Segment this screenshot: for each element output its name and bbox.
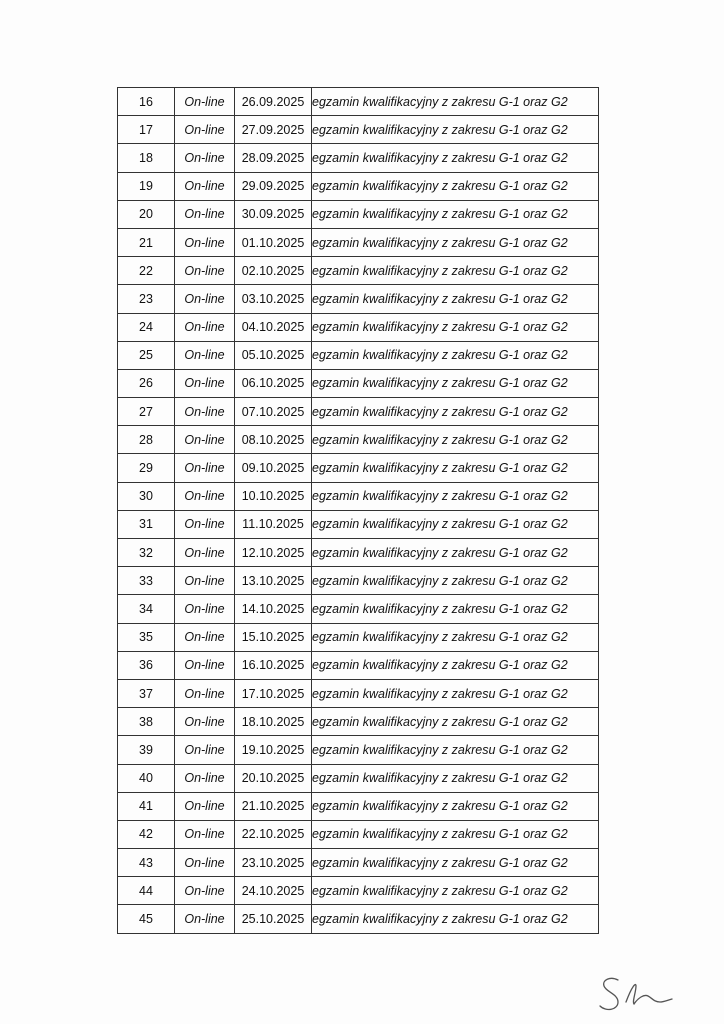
exam-description-cell: egzamin kwalifikacyjny z zakresu G-1 oraz G2: [312, 510, 599, 538]
table-row: [118, 482, 599, 510]
exam-description-cell: egzamin kwalifikacyjny z zakresu G-1 oraz G2: [312, 482, 599, 510]
table-row: [118, 623, 599, 651]
exam-mode-cell: On-line: [175, 285, 235, 313]
row-number-cell: 28: [118, 426, 175, 454]
exam-description-cell: egzamin kwalifikacyjny z zakresu G-1 oraz G2: [312, 820, 599, 848]
exam-mode-cell: On-line: [175, 792, 235, 820]
table-row: [118, 510, 599, 538]
exam-description-cell: egzamin kwalifikacyjny z zakresu G-1 oraz G2: [312, 454, 599, 482]
exam-description-cell: egzamin kwalifikacyjny z zakresu G-1 oraz G2: [312, 708, 599, 736]
exam-mode-cell: On-line: [175, 708, 235, 736]
exam-mode-cell: On-line: [175, 88, 235, 116]
row-number-cell: 35: [118, 623, 175, 651]
table-row: [118, 736, 599, 764]
row-number-cell: 17: [118, 116, 175, 144]
row-number-cell: 18: [118, 144, 175, 172]
row-number-cell: 27: [118, 398, 175, 426]
exam-description-cell: egzamin kwalifikacyjny z zakresu G-1 oraz G2: [312, 849, 599, 877]
exam-description-cell: egzamin kwalifikacyjny z zakresu G-1 oraz G2: [312, 88, 599, 116]
row-number-cell: 39: [118, 736, 175, 764]
row-number-cell: 45: [118, 905, 175, 933]
exam-date-cell: 01.10.2025: [235, 228, 312, 256]
exam-description-cell: egzamin kwalifikacyjny z zakresu G-1 oraz G2: [312, 679, 599, 707]
exam-date-cell: 07.10.2025: [235, 398, 312, 426]
exam-date-cell: 28.09.2025: [235, 144, 312, 172]
row-number-cell: 20: [118, 200, 175, 228]
row-number-cell: 29: [118, 454, 175, 482]
exam-description-cell: egzamin kwalifikacyjny z zakresu G-1 oraz G2: [312, 144, 599, 172]
exam-date-cell: 22.10.2025: [235, 820, 312, 848]
exam-date-cell: 19.10.2025: [235, 736, 312, 764]
exam-description-cell: egzamin kwalifikacyjny z zakresu G-1 oraz G2: [312, 651, 599, 679]
exam-description-cell: egzamin kwalifikacyjny z zakresu G-1 oraz G2: [312, 623, 599, 651]
exam-description-cell: egzamin kwalifikacyjny z zakresu G-1 oraz G2: [312, 905, 599, 933]
row-number-cell: 21: [118, 228, 175, 256]
exam-description-cell: egzamin kwalifikacyjny z zakresu G-1 oraz G2: [312, 228, 599, 256]
exam-description-cell: egzamin kwalifikacyjny z zakresu G-1 oraz G2: [312, 426, 599, 454]
table-row: [118, 708, 599, 736]
exam-date-cell: 05.10.2025: [235, 341, 312, 369]
exam-date-cell: 02.10.2025: [235, 257, 312, 285]
exam-description-cell: egzamin kwalifikacyjny z zakresu G-1 oraz G2: [312, 764, 599, 792]
exam-description-cell: egzamin kwalifikacyjny z zakresu G-1 oraz G2: [312, 567, 599, 595]
row-number-cell: 24: [118, 313, 175, 341]
table-row: [118, 905, 599, 933]
exam-mode-cell: On-line: [175, 595, 235, 623]
exam-date-cell: 03.10.2025: [235, 285, 312, 313]
exam-mode-cell: On-line: [175, 736, 235, 764]
exam-date-cell: 12.10.2025: [235, 539, 312, 567]
table-row: [118, 567, 599, 595]
row-number-cell: 26: [118, 369, 175, 397]
row-number-cell: 37: [118, 679, 175, 707]
exam-date-cell: 21.10.2025: [235, 792, 312, 820]
exam-date-cell: 08.10.2025: [235, 426, 312, 454]
exam-date-cell: 06.10.2025: [235, 369, 312, 397]
exam-description-cell: egzamin kwalifikacyjny z zakresu G-1 oraz G2: [312, 792, 599, 820]
table-row: [118, 764, 599, 792]
exam-mode-cell: On-line: [175, 313, 235, 341]
exam-date-cell: 18.10.2025: [235, 708, 312, 736]
table-row: [118, 651, 599, 679]
table-row: [118, 116, 599, 144]
table-row: [118, 398, 599, 426]
row-number-cell: 16: [118, 88, 175, 116]
exam-date-cell: 29.09.2025: [235, 172, 312, 200]
exam-mode-cell: On-line: [175, 510, 235, 538]
exam-date-cell: 24.10.2025: [235, 877, 312, 905]
table-row: [118, 877, 599, 905]
exam-schedule-table: [117, 87, 599, 934]
row-number-cell: 42: [118, 820, 175, 848]
exam-description-cell: egzamin kwalifikacyjny z zakresu G-1 oraz G2: [312, 539, 599, 567]
table-row: [118, 228, 599, 256]
table-row: [118, 88, 599, 116]
exam-description-cell: egzamin kwalifikacyjny z zakresu G-1 oraz G2: [312, 200, 599, 228]
exam-mode-cell: On-line: [175, 567, 235, 595]
exam-mode-cell: On-line: [175, 849, 235, 877]
table-row: [118, 200, 599, 228]
exam-date-cell: 17.10.2025: [235, 679, 312, 707]
exam-mode-cell: On-line: [175, 877, 235, 905]
exam-description-cell: egzamin kwalifikacyjny z zakresu G-1 oraz G2: [312, 313, 599, 341]
exam-mode-cell: On-line: [175, 679, 235, 707]
exam-mode-cell: On-line: [175, 172, 235, 200]
exam-date-cell: 04.10.2025: [235, 313, 312, 341]
exam-schedule-body: [118, 88, 599, 934]
exam-mode-cell: On-line: [175, 482, 235, 510]
row-number-cell: 22: [118, 257, 175, 285]
row-number-cell: 44: [118, 877, 175, 905]
exam-mode-cell: On-line: [175, 539, 235, 567]
exam-mode-cell: On-line: [175, 228, 235, 256]
exam-description-cell: egzamin kwalifikacyjny z zakresu G-1 oraz G2: [312, 172, 599, 200]
table-row: [118, 792, 599, 820]
exam-mode-cell: On-line: [175, 623, 235, 651]
exam-description-cell: egzamin kwalifikacyjny z zakresu G-1 oraz G2: [312, 369, 599, 397]
row-number-cell: 38: [118, 708, 175, 736]
exam-description-cell: egzamin kwalifikacyjny z zakresu G-1 oraz G2: [312, 398, 599, 426]
table-row: [118, 341, 599, 369]
exam-date-cell: 14.10.2025: [235, 595, 312, 623]
table-row: [118, 595, 599, 623]
exam-mode-cell: On-line: [175, 820, 235, 848]
exam-mode-cell: On-line: [175, 764, 235, 792]
exam-date-cell: 15.10.2025: [235, 623, 312, 651]
exam-description-cell: egzamin kwalifikacyjny z zakresu G-1 oraz G2: [312, 257, 599, 285]
row-number-cell: 30: [118, 482, 175, 510]
exam-mode-cell: On-line: [175, 257, 235, 285]
exam-description-cell: egzamin kwalifikacyjny z zakresu G-1 oraz G2: [312, 116, 599, 144]
table-row: [118, 172, 599, 200]
exam-mode-cell: On-line: [175, 454, 235, 482]
exam-description-cell: egzamin kwalifikacyjny z zakresu G-1 oraz G2: [312, 595, 599, 623]
exam-description-cell: egzamin kwalifikacyjny z zakresu G-1 oraz G2: [312, 285, 599, 313]
exam-mode-cell: On-line: [175, 426, 235, 454]
exam-mode-cell: On-line: [175, 905, 235, 933]
row-number-cell: 31: [118, 510, 175, 538]
table-row: [118, 285, 599, 313]
row-number-cell: 33: [118, 567, 175, 595]
exam-mode-cell: On-line: [175, 144, 235, 172]
exam-mode-cell: On-line: [175, 200, 235, 228]
exam-mode-cell: On-line: [175, 369, 235, 397]
handwritten-signature: [596, 972, 676, 1016]
table-row: [118, 144, 599, 172]
row-number-cell: 25: [118, 341, 175, 369]
exam-date-cell: 11.10.2025: [235, 510, 312, 538]
table-row: [118, 454, 599, 482]
table-row: [118, 257, 599, 285]
exam-description-cell: egzamin kwalifikacyjny z zakresu G-1 oraz G2: [312, 736, 599, 764]
row-number-cell: 43: [118, 849, 175, 877]
row-number-cell: 19: [118, 172, 175, 200]
exam-date-cell: 27.09.2025: [235, 116, 312, 144]
exam-mode-cell: On-line: [175, 341, 235, 369]
row-number-cell: 41: [118, 792, 175, 820]
row-number-cell: 23: [118, 285, 175, 313]
row-number-cell: 40: [118, 764, 175, 792]
exam-mode-cell: On-line: [175, 116, 235, 144]
exam-date-cell: 25.10.2025: [235, 905, 312, 933]
exam-mode-cell: On-line: [175, 651, 235, 679]
table-row: [118, 539, 599, 567]
exam-date-cell: 20.10.2025: [235, 764, 312, 792]
table-row: [118, 369, 599, 397]
row-number-cell: 32: [118, 539, 175, 567]
exam-date-cell: 23.10.2025: [235, 849, 312, 877]
exam-description-cell: egzamin kwalifikacyjny z zakresu G-1 oraz G2: [312, 341, 599, 369]
exam-date-cell: 13.10.2025: [235, 567, 312, 595]
exam-date-cell: 16.10.2025: [235, 651, 312, 679]
row-number-cell: 34: [118, 595, 175, 623]
exam-mode-cell: On-line: [175, 398, 235, 426]
exam-date-cell: 30.09.2025: [235, 200, 312, 228]
table-row: [118, 849, 599, 877]
table-row: [118, 426, 599, 454]
exam-date-cell: 09.10.2025: [235, 454, 312, 482]
table-row: [118, 679, 599, 707]
exam-date-cell: 10.10.2025: [235, 482, 312, 510]
table-row: [118, 820, 599, 848]
table-row: [118, 313, 599, 341]
row-number-cell: 36: [118, 651, 175, 679]
exam-date-cell: 26.09.2025: [235, 88, 312, 116]
exam-description-cell: egzamin kwalifikacyjny z zakresu G-1 oraz G2: [312, 877, 599, 905]
